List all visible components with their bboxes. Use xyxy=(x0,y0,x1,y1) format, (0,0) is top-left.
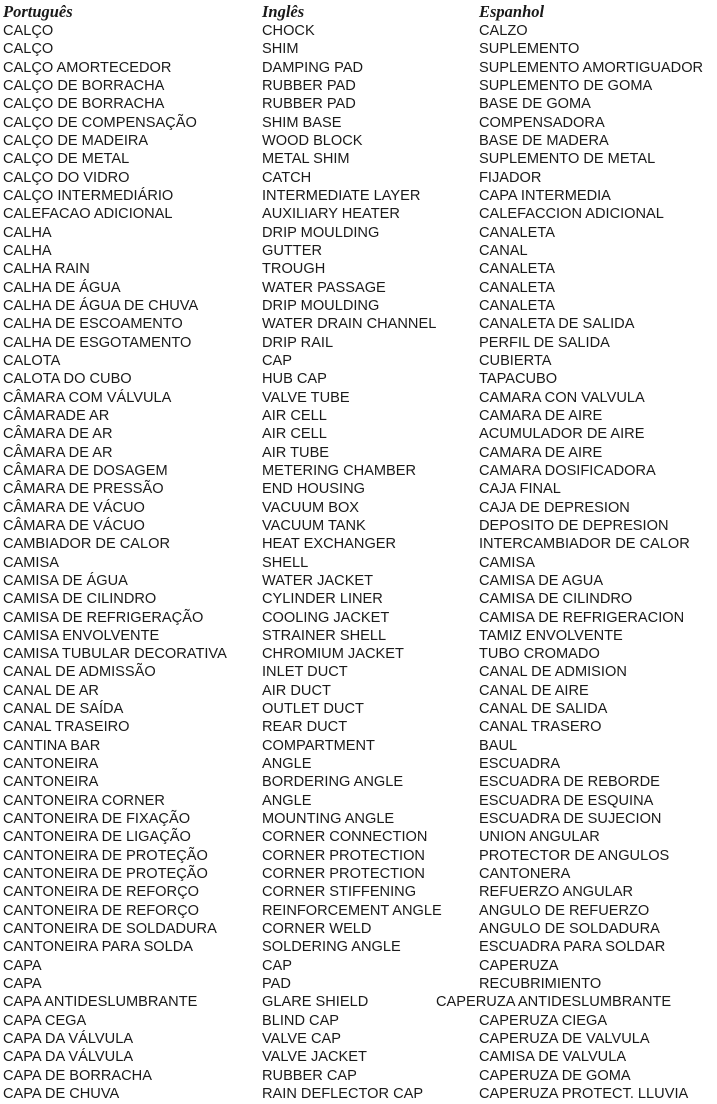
term-spanish: CAPERUZA xyxy=(479,957,559,974)
term-spanish: ESCUADRA DE REBORDE xyxy=(479,774,660,791)
table-row xyxy=(0,260,717,278)
term-portuguese: CAPA ANTIDESLUMBRANTE xyxy=(3,994,198,1011)
term-english: VALVE JACKET xyxy=(262,1049,367,1066)
term-english: RUBBER CAP xyxy=(262,1067,357,1084)
term-spanish: CANALETA xyxy=(479,261,555,278)
term-spanish: ANGULO DE REFUERZO xyxy=(479,902,650,919)
term-english: DRIP MOULDING xyxy=(262,297,380,314)
term-spanish: ACUMULADOR DE AIRE xyxy=(479,426,645,443)
term-spanish: CAMISA xyxy=(479,554,535,571)
term-spanish: CAJA FINAL xyxy=(479,481,561,498)
table-row xyxy=(0,114,717,132)
table-row xyxy=(0,663,717,681)
term-english: CORNER CONNECTION xyxy=(262,829,428,846)
term-spanish: DEPOSITO DE DEPRESION xyxy=(479,517,669,534)
term-portuguese: CALHA RAIN xyxy=(3,261,90,278)
glossary-table xyxy=(0,22,717,1103)
term-portuguese: CANTONEIRA DE REFORÇO xyxy=(3,902,199,919)
table-row xyxy=(0,59,717,77)
term-spanish: CANALETA DE SALIDA xyxy=(479,316,635,333)
term-english: DAMPING PAD xyxy=(262,59,364,76)
term-spanish: CALZO xyxy=(479,23,528,39)
term-portuguese: CALÇO DO VIDRO xyxy=(3,169,130,186)
term-english: CYLINDER LINER xyxy=(262,591,383,608)
term-portuguese: CANAL DE AR xyxy=(3,682,99,699)
term-portuguese: CAMISA DE REFRIGERAÇÃO xyxy=(3,609,204,626)
term-english: CORNER STIFFENING xyxy=(262,884,417,901)
term-english: STRAINER SHELL xyxy=(262,627,387,644)
term-spanish: CAPERUZA DE GOMA xyxy=(479,1067,631,1084)
term-english: INTERMEDIATE LAYER xyxy=(262,187,421,204)
table-row xyxy=(0,1030,717,1048)
term-english: WOOD BLOCK xyxy=(262,132,363,149)
table-row xyxy=(0,682,717,700)
term-english: DRIP MOULDING xyxy=(262,224,380,241)
term-spanish: BASE DE MADERA xyxy=(479,132,609,149)
table-row xyxy=(0,554,717,572)
term-portuguese: CALÇO DE METAL xyxy=(3,151,130,168)
term-portuguese: CALÇO DE MADEIRA xyxy=(3,132,149,149)
table-row xyxy=(0,755,717,773)
term-portuguese: CANTONEIRA DE REFORÇO xyxy=(3,884,199,901)
term-spanish: TAMIZ ENVOLVENTE xyxy=(479,627,623,644)
table-row xyxy=(0,993,717,1011)
table-row xyxy=(0,938,717,956)
term-english: GUTTER xyxy=(262,242,322,259)
term-portuguese: CALHA DE ESGOTAMENTO xyxy=(3,334,192,351)
term-portuguese: CANTONEIRA DE PROTEÇÃO xyxy=(3,847,208,864)
table-row xyxy=(0,389,717,407)
table-row xyxy=(0,352,717,370)
term-spanish: UNION ANGULAR xyxy=(479,829,600,846)
term-spanish: FIJADOR xyxy=(479,169,542,186)
term-english: CORNER PROTECTION xyxy=(262,866,425,883)
term-english: TROUGH xyxy=(262,261,326,278)
table-row xyxy=(0,792,717,810)
term-english: SOLDERING ANGLE xyxy=(262,939,401,956)
table-row xyxy=(0,828,717,846)
term-portuguese: CÂMARA DE VÁCUO xyxy=(3,499,145,516)
term-english: OUTLET DUCT xyxy=(262,701,364,718)
term-spanish: CANTONERA xyxy=(479,866,571,883)
table-row xyxy=(0,444,717,462)
table-row xyxy=(0,645,717,663)
term-spanish: ANGULO DE SOLDADURA xyxy=(479,921,660,938)
table-row xyxy=(0,95,717,113)
term-english: VALVE CAP xyxy=(262,1031,341,1048)
term-english: CORNER PROTECTION xyxy=(262,847,425,864)
term-english: CAP xyxy=(262,352,293,369)
term-english: PAD xyxy=(262,976,291,993)
term-spanish: CANAL DE ADMISION xyxy=(479,664,627,681)
column-headers xyxy=(0,2,717,22)
term-english: MOUNTING ANGLE xyxy=(262,811,395,828)
term-english: AIR TUBE xyxy=(262,444,330,461)
term-portuguese: CANTONEIRA PARA SOLDA xyxy=(3,939,194,956)
term-english: WATER JACKET xyxy=(262,572,374,589)
term-spanish: BAUL xyxy=(479,737,518,754)
term-spanish: CANAL DE SALIDA xyxy=(479,701,608,718)
term-spanish: TUBO CROMADO xyxy=(479,646,600,663)
table-row xyxy=(0,297,717,315)
term-portuguese: CÂMARA DE AR xyxy=(3,444,113,461)
term-portuguese: CALÇO xyxy=(3,23,54,39)
table-row xyxy=(0,902,717,920)
term-portuguese: CÂMARA COM VÁLVULA xyxy=(3,389,172,406)
table-row xyxy=(0,205,717,223)
term-portuguese: CALOTA xyxy=(3,352,61,369)
term-portuguese: CAMBIADOR DE CALOR xyxy=(3,536,171,553)
term-english: CAP xyxy=(262,957,293,974)
term-portuguese: CALÇO DE COMPENSAÇÃO xyxy=(3,114,197,131)
table-row xyxy=(0,370,717,388)
table-row xyxy=(0,242,717,260)
term-english: HEAT EXCHANGER xyxy=(262,536,397,553)
term-english: AIR CELL xyxy=(262,426,327,443)
table-row xyxy=(0,920,717,938)
term-spanish: BASE DE GOMA xyxy=(479,96,591,113)
term-english: SHIM BASE xyxy=(262,114,342,131)
table-row xyxy=(0,334,717,352)
term-spanish: CAMISA DE VALVULA xyxy=(479,1049,627,1066)
term-english: AIR CELL xyxy=(262,407,327,424)
term-spanish: TAPACUBO xyxy=(479,371,558,388)
term-english: CORNER WELD xyxy=(262,921,372,938)
term-portuguese: CÂMARA DE DOSAGEM xyxy=(3,462,168,479)
table-row xyxy=(0,590,717,608)
term-spanish: REFUERZO ANGULAR xyxy=(479,884,634,901)
table-row xyxy=(0,1048,717,1066)
term-spanish: CAPERUZA ANTIDESLUMBRANTE xyxy=(436,994,672,1011)
term-english: RAIN DEFLECTOR CAP xyxy=(262,1086,424,1103)
term-spanish: CAMISA DE REFRIGERACION xyxy=(479,609,685,626)
term-portuguese: CAPA DA VÁLVULA xyxy=(3,1049,134,1066)
term-spanish: CAMARA DE AIRE xyxy=(479,407,603,424)
term-english: ANGLE xyxy=(262,792,312,809)
term-spanish: CAPERUZA DE VALVULA xyxy=(479,1031,650,1048)
term-spanish: CAPERUZA PROTECT. LLUVIA xyxy=(479,1086,689,1103)
term-portuguese: CAPA xyxy=(3,957,42,974)
term-english: INLET DUCT xyxy=(262,664,348,681)
term-portuguese: CAMISA DE ÁGUA xyxy=(3,572,128,589)
term-english: AIR DUCT xyxy=(262,682,331,699)
table-row xyxy=(0,1012,717,1030)
term-portuguese: CALHA DE ÁGUA DE CHUVA xyxy=(3,297,199,314)
table-row xyxy=(0,700,717,718)
term-portuguese: CAPA DE BORRACHA xyxy=(3,1067,152,1084)
term-portuguese: CANTONEIRA DE PROTEÇÃO xyxy=(3,866,208,883)
term-spanish: COMPENSADORA xyxy=(479,114,605,131)
table-row xyxy=(0,810,717,828)
term-portuguese: CÂMARA DE VÁCUO xyxy=(3,517,145,534)
table-row xyxy=(0,169,717,187)
table-row xyxy=(0,865,717,883)
term-spanish: CAMISA DE CILINDRO xyxy=(479,591,633,608)
term-english: SHELL xyxy=(262,554,309,571)
term-spanish: SUPLEMENTO AMORTIGUADOR xyxy=(479,59,704,76)
term-english: REINFORCEMENT ANGLE xyxy=(262,902,442,919)
term-english: SHIM xyxy=(262,41,299,58)
term-english: CATCH xyxy=(262,169,312,186)
term-english: REAR DUCT xyxy=(262,719,348,736)
table-row xyxy=(0,1085,717,1103)
term-spanish: CANALETA xyxy=(479,224,555,241)
term-spanish: CANALETA xyxy=(479,297,555,314)
term-portuguese: CALOTA DO CUBO xyxy=(3,371,132,388)
table-row xyxy=(0,773,717,791)
term-portuguese: CAPA CEGA xyxy=(3,1012,87,1029)
table-row xyxy=(0,535,717,553)
term-portuguese: CANTONEIRA xyxy=(3,774,99,791)
term-spanish: INTERCAMBIADOR DE CALOR xyxy=(479,536,690,553)
table-row xyxy=(0,627,717,645)
table-row xyxy=(0,407,717,425)
term-spanish: SUPLEMENTO DE METAL xyxy=(479,151,656,168)
table-row xyxy=(0,22,717,40)
term-spanish: CAPA INTERMEDIA xyxy=(479,187,611,204)
term-portuguese: CANTINA BAR xyxy=(3,737,101,754)
table-row xyxy=(0,187,717,205)
table-row xyxy=(0,517,717,535)
term-portuguese: CAPA DE CHUVA xyxy=(3,1086,120,1103)
term-english: CHOCK xyxy=(262,23,315,39)
term-spanish: PERFIL DE SALIDA xyxy=(479,334,610,351)
term-english: ANGLE xyxy=(262,756,312,773)
table-row xyxy=(0,480,717,498)
term-portuguese: CAMISA TUBULAR DECORATIVA xyxy=(3,646,227,663)
table-row xyxy=(0,132,717,150)
term-english: BLIND CAP xyxy=(262,1012,340,1029)
term-english: END HOUSING xyxy=(262,481,365,498)
term-english: AUXILIARY HEATER xyxy=(262,206,400,223)
term-spanish: ESCUADRA DE SUJECION xyxy=(479,811,662,828)
term-english: METERING CHAMBER xyxy=(262,462,417,479)
header-spanish: Espanhol xyxy=(479,2,545,21)
table-row xyxy=(0,150,717,168)
table-row xyxy=(0,40,717,58)
term-portuguese: CALHA xyxy=(3,224,52,241)
term-spanish: RECUBRIMIENTO xyxy=(479,976,602,993)
term-portuguese: CÂMARA DE PRESSÃO xyxy=(3,481,164,498)
table-row xyxy=(0,315,717,333)
table-row xyxy=(0,279,717,297)
term-portuguese: CÂMARA DE AR xyxy=(3,426,113,443)
term-portuguese: CAMISA DE CILINDRO xyxy=(3,591,157,608)
term-spanish: SUPLEMENTO DE GOMA xyxy=(479,77,653,94)
term-portuguese: CALHA DE ÁGUA xyxy=(3,279,121,296)
term-portuguese: CANTONEIRA xyxy=(3,756,99,773)
header-english: Inglês xyxy=(262,2,305,21)
term-english: GLARE SHIELD xyxy=(262,994,369,1011)
term-portuguese: CALÇO INTERMEDIÁRIO xyxy=(3,187,174,204)
term-english: COMPARTMENT xyxy=(262,737,375,754)
term-portuguese: CANAL DE ADMISSÃO xyxy=(3,664,156,681)
term-english: VACUUM BOX xyxy=(262,499,360,516)
term-english: CHROMIUM JACKET xyxy=(262,646,404,663)
term-spanish: CUBIERTA xyxy=(479,352,552,369)
table-row xyxy=(0,718,717,736)
term-portuguese: CALÇO xyxy=(3,41,54,58)
term-spanish: CAMARA CON VALVULA xyxy=(479,389,645,406)
term-portuguese: CANAL DE SAÍDA xyxy=(3,701,124,718)
term-spanish: SUPLEMENTO xyxy=(479,41,580,58)
term-portuguese: CAMISA xyxy=(3,554,59,571)
term-portuguese: CANTONEIRA DE FIXAÇÃO xyxy=(3,811,191,828)
table-row xyxy=(0,883,717,901)
term-spanish: CAMARA DOSIFICADORA xyxy=(479,462,656,479)
term-english: DRIP RAIL xyxy=(262,334,334,351)
term-english: WATER PASSAGE xyxy=(262,279,386,296)
table-row xyxy=(0,224,717,242)
term-spanish: CANAL xyxy=(479,242,528,259)
table-row xyxy=(0,737,717,755)
term-portuguese: CALEFACAO ADICIONAL xyxy=(3,206,173,223)
term-portuguese: CANTONEIRA CORNER xyxy=(3,792,165,809)
term-portuguese: CAPA xyxy=(3,976,42,993)
term-english: METAL SHIM xyxy=(262,151,350,168)
term-portuguese: CAMISA ENVOLVENTE xyxy=(3,627,160,644)
table-row xyxy=(0,462,717,480)
header-portuguese: Português xyxy=(3,2,73,21)
table-row xyxy=(0,499,717,517)
table-row xyxy=(0,847,717,865)
term-english: WATER DRAIN CHANNEL xyxy=(262,316,437,333)
table-row xyxy=(0,425,717,443)
term-spanish: ESCUADRA PARA SOLDAR xyxy=(479,939,666,956)
table-row xyxy=(0,1067,717,1085)
term-spanish: PROTECTOR DE ANGULOS xyxy=(479,847,670,864)
term-spanish: CAMARA DE AIRE xyxy=(479,444,603,461)
term-portuguese: CANAL TRASEIRO xyxy=(3,719,130,736)
term-portuguese: CALHA xyxy=(3,242,52,259)
term-portuguese: CALÇO DE BORRACHA xyxy=(3,96,165,113)
table-row xyxy=(0,572,717,590)
term-spanish: CANAL TRASERO xyxy=(479,719,602,736)
term-spanish: ESCUADRA xyxy=(479,756,561,773)
table-row xyxy=(0,609,717,627)
table-row xyxy=(0,77,717,95)
term-portuguese: CALHA DE ESCOAMENTO xyxy=(3,316,183,333)
term-spanish: CAPERUZA CIEGA xyxy=(479,1012,608,1029)
term-english: VACUUM TANK xyxy=(262,517,366,534)
term-portuguese: CANTONEIRA DE LIGAÇÃO xyxy=(3,829,191,846)
term-spanish: CANALETA xyxy=(479,279,555,296)
term-portuguese: CÂMARADE AR xyxy=(3,407,110,424)
term-spanish: CALEFACCION ADICIONAL xyxy=(479,206,664,223)
table-row xyxy=(0,957,717,975)
term-spanish: CAMISA DE AGUA xyxy=(479,572,604,589)
term-spanish: CANAL DE AIRE xyxy=(479,682,589,699)
term-english: VALVE TUBE xyxy=(262,389,350,406)
term-portuguese: CALÇO AMORTECEDOR xyxy=(3,59,172,76)
term-portuguese: CAPA DA VÁLVULA xyxy=(3,1031,134,1048)
term-spanish: CAJA DE DEPRESION xyxy=(479,499,630,516)
term-english: RUBBER PAD xyxy=(262,96,356,113)
term-portuguese: CALÇO DE BORRACHA xyxy=(3,77,165,94)
term-english: HUB CAP xyxy=(262,371,327,388)
term-portuguese: CANTONEIRA DE SOLDADURA xyxy=(3,921,217,938)
term-english: RUBBER PAD xyxy=(262,77,356,94)
term-english: COOLING JACKET xyxy=(262,609,390,626)
term-spanish: ESCUADRA DE ESQUINA xyxy=(479,792,654,809)
table-row xyxy=(0,975,717,993)
term-english: BORDERING ANGLE xyxy=(262,774,404,791)
